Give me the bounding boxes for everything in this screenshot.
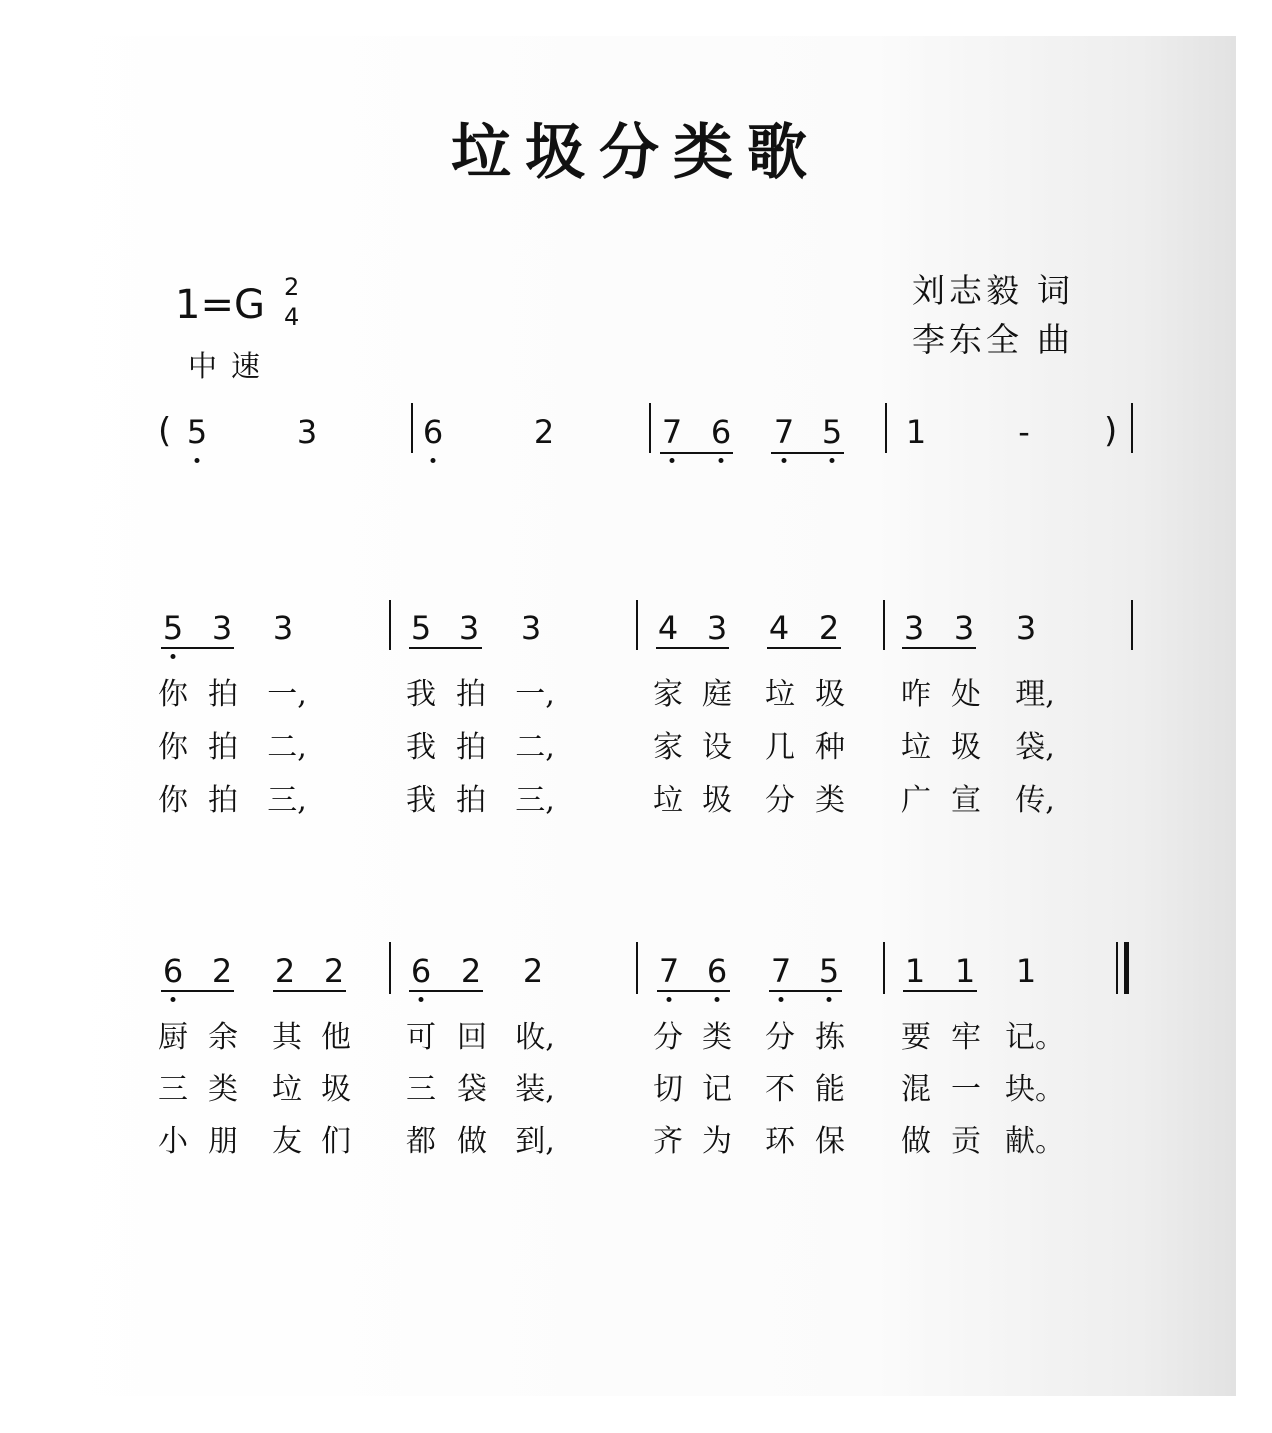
lyric-char: 块。: [1005, 1072, 1065, 1107]
lyric-char: 类: [208, 1072, 238, 1107]
lyric-char: 宣: [951, 783, 981, 818]
lyric-char: 家: [653, 730, 683, 765]
low-octave-dot: [431, 458, 436, 463]
low-octave-dot: [715, 997, 720, 1002]
note: 4: [768, 609, 790, 647]
low-octave-dot: [719, 458, 724, 463]
beam-underline: [660, 452, 733, 454]
lyric-char: 可: [406, 1020, 436, 1055]
lyric-char: 你: [158, 730, 188, 765]
lyric-char: 你: [158, 677, 188, 712]
lyric-char: 类: [702, 1020, 732, 1055]
lyric-char: 收,: [515, 1020, 555, 1055]
low-octave-dot: [782, 458, 787, 463]
lyric-char: 家: [653, 677, 683, 712]
lyric-char: 记。: [1005, 1020, 1065, 1055]
lyric-char: 一: [951, 1072, 981, 1107]
lyric-char: 你: [158, 783, 188, 818]
barline: [1116, 942, 1118, 994]
lyric-char: 齐: [653, 1124, 683, 1159]
lyric-char: 献。: [1005, 1124, 1065, 1159]
note: 2: [818, 609, 840, 647]
note: 3: [458, 609, 480, 647]
lyric-char: 咋: [901, 677, 931, 712]
beam-underline: [409, 990, 483, 992]
lyric-char: 回: [457, 1020, 487, 1055]
note: 3: [1015, 609, 1037, 647]
lyric-char: 厨: [158, 1020, 188, 1055]
barline: [389, 600, 391, 650]
note: 2: [460, 952, 482, 990]
barline: [1131, 403, 1133, 453]
low-octave-dot: [827, 997, 832, 1002]
lyric-char: 其: [272, 1020, 302, 1055]
composer-credit: [912, 314, 1074, 361]
final-barline: [1124, 942, 1129, 994]
lyric-char: 拍: [456, 730, 486, 765]
lyric-char: 三,: [515, 783, 555, 818]
note: 3: [903, 609, 925, 647]
beam-underline: [902, 647, 976, 649]
lyric-char: 分: [765, 783, 795, 818]
lyric-char: 拍: [456, 677, 486, 712]
barline: [885, 403, 887, 453]
barline: [883, 942, 885, 994]
note: 5: [821, 413, 843, 451]
note: 5: [162, 609, 184, 647]
note: 3: [520, 609, 542, 647]
note: 2: [533, 413, 555, 451]
lyric-char: 处: [951, 677, 981, 712]
lyric-char: 保: [815, 1124, 845, 1159]
barline: [649, 403, 651, 453]
beam-underline: [273, 990, 346, 992]
lyric-char: 种: [815, 730, 845, 765]
barline: [636, 600, 638, 650]
barline: [883, 600, 885, 650]
lyric-char: 袋,: [1015, 730, 1055, 765]
lyric-char: 他: [321, 1020, 351, 1055]
note: -: [1018, 413, 1030, 451]
note: 7: [661, 413, 683, 451]
note: 3: [296, 413, 318, 451]
lyric-char: 一,: [267, 677, 307, 712]
lyric-char: 能: [815, 1072, 845, 1107]
lyric-char: 二,: [267, 730, 307, 765]
lyric-char: 三: [158, 1072, 188, 1107]
low-octave-dot: [195, 458, 200, 463]
barline: [389, 942, 391, 994]
composer-name: 李东全: [912, 320, 1023, 359]
lyric-char: 一,: [515, 677, 555, 712]
lyric-char: 垃: [901, 730, 931, 765]
lyric-char: 二,: [515, 730, 555, 765]
lyric-char: 垃: [653, 783, 683, 818]
note: 6: [410, 952, 432, 990]
lyric-char: 余: [208, 1020, 238, 1055]
lyric-char: 混: [901, 1072, 931, 1107]
note: 1: [905, 413, 927, 451]
beam-underline: [769, 990, 842, 992]
lyric-char: 小: [158, 1124, 188, 1159]
note: 6: [162, 952, 184, 990]
intro-close-paren: ): [1104, 411, 1118, 451]
sheet-paper: [36, 36, 1236, 1396]
lyric-char: 到,: [515, 1124, 555, 1159]
lyric-char: 拍: [208, 783, 238, 818]
note: 2: [274, 952, 296, 990]
song-title: 垃圾分类歌: [451, 118, 821, 188]
beam-underline: [903, 990, 977, 992]
note: 4: [657, 609, 679, 647]
lyric-char: 做: [457, 1124, 487, 1159]
note: 5: [186, 413, 208, 451]
barline: [1131, 600, 1133, 650]
lyricist-credit: [912, 265, 1074, 312]
lyric-char: 垃: [272, 1072, 302, 1107]
lyric-char: 我: [406, 677, 436, 712]
note: 1: [954, 952, 976, 990]
note: 7: [770, 952, 792, 990]
barline: [411, 403, 413, 453]
lyric-char: 庭: [702, 677, 732, 712]
beam-underline: [161, 647, 234, 649]
low-octave-dot: [779, 997, 784, 1002]
note: 6: [422, 413, 444, 451]
lyric-char: 友: [272, 1124, 302, 1159]
lyric-char: 袋: [457, 1072, 487, 1107]
beam-underline: [656, 647, 729, 649]
low-octave-dot: [830, 458, 835, 463]
note: 3: [272, 609, 294, 647]
lyric-char: 要: [901, 1020, 931, 1055]
lyric-char: 圾: [321, 1072, 351, 1107]
note: 7: [773, 413, 795, 451]
lyric-char: 切: [653, 1072, 683, 1107]
lyric-char: 拍: [208, 677, 238, 712]
time-signature-top: 2: [284, 273, 300, 301]
lyric-char: 理,: [1015, 677, 1055, 712]
low-octave-dot: [419, 997, 424, 1002]
note: 5: [410, 609, 432, 647]
lyric-char: 设: [702, 730, 732, 765]
lyricist-name: 刘志毅: [912, 271, 1023, 310]
lyric-char: 圾: [815, 677, 845, 712]
note: 1: [1015, 952, 1037, 990]
lyric-char: 们: [321, 1124, 351, 1159]
lyric-char: 朋: [208, 1124, 238, 1159]
lyric-char: 牢: [951, 1020, 981, 1055]
tempo-marking: 中速: [188, 349, 275, 383]
note: 3: [953, 609, 975, 647]
lyric-char: 三,: [267, 783, 307, 818]
time-signature: [284, 272, 299, 332]
lyric-char: 几: [765, 730, 795, 765]
lyric-char: 垃: [765, 677, 795, 712]
beam-underline: [161, 990, 234, 992]
low-octave-dot: [171, 654, 176, 659]
note: 6: [710, 413, 732, 451]
note: 1: [904, 952, 926, 990]
lyric-char: 传,: [1015, 783, 1055, 818]
lyric-char: 分: [765, 1020, 795, 1055]
note: 2: [522, 952, 544, 990]
lyric-char: 都: [406, 1124, 436, 1159]
lyric-char: 圾: [951, 730, 981, 765]
lyric-char: 环: [765, 1124, 795, 1159]
intro-open-paren: (: [158, 411, 172, 451]
lyricist-role: 词: [1037, 271, 1074, 310]
beam-underline: [771, 452, 844, 454]
beam-underline: [767, 647, 841, 649]
lyric-char: 我: [406, 730, 436, 765]
time-signature-bottom: 4: [284, 303, 300, 331]
lyric-char: 做: [901, 1124, 931, 1159]
lyric-char: 拍: [456, 783, 486, 818]
barline: [636, 942, 638, 994]
lyric-char: 广: [901, 783, 931, 818]
lyric-char: 我: [406, 783, 436, 818]
lyric-char: 装,: [515, 1072, 555, 1107]
lyric-char: 不: [765, 1072, 795, 1107]
note: 6: [706, 952, 728, 990]
lyric-char: 类: [815, 783, 845, 818]
lyric-char: 拣: [815, 1020, 845, 1055]
lyric-char: 圾: [702, 783, 732, 818]
note: 3: [706, 609, 728, 647]
lyric-char: 拍: [208, 730, 238, 765]
low-octave-dot: [171, 997, 176, 1002]
lyric-char: 为: [702, 1124, 732, 1159]
composer-role: 曲: [1037, 320, 1074, 359]
note: 2: [323, 952, 345, 990]
note: 5: [818, 952, 840, 990]
lyric-char: 记: [702, 1072, 732, 1107]
lyric-char: 分: [653, 1020, 683, 1055]
beam-underline: [409, 647, 482, 649]
lyric-char: 三: [406, 1072, 436, 1107]
low-octave-dot: [667, 997, 672, 1002]
lyric-char: 贡: [951, 1124, 981, 1159]
low-octave-dot: [670, 458, 675, 463]
note: 3: [211, 609, 233, 647]
note: 7: [658, 952, 680, 990]
note: 2: [211, 952, 233, 990]
beam-underline: [657, 990, 730, 992]
key-signature: 1=G: [175, 282, 265, 328]
